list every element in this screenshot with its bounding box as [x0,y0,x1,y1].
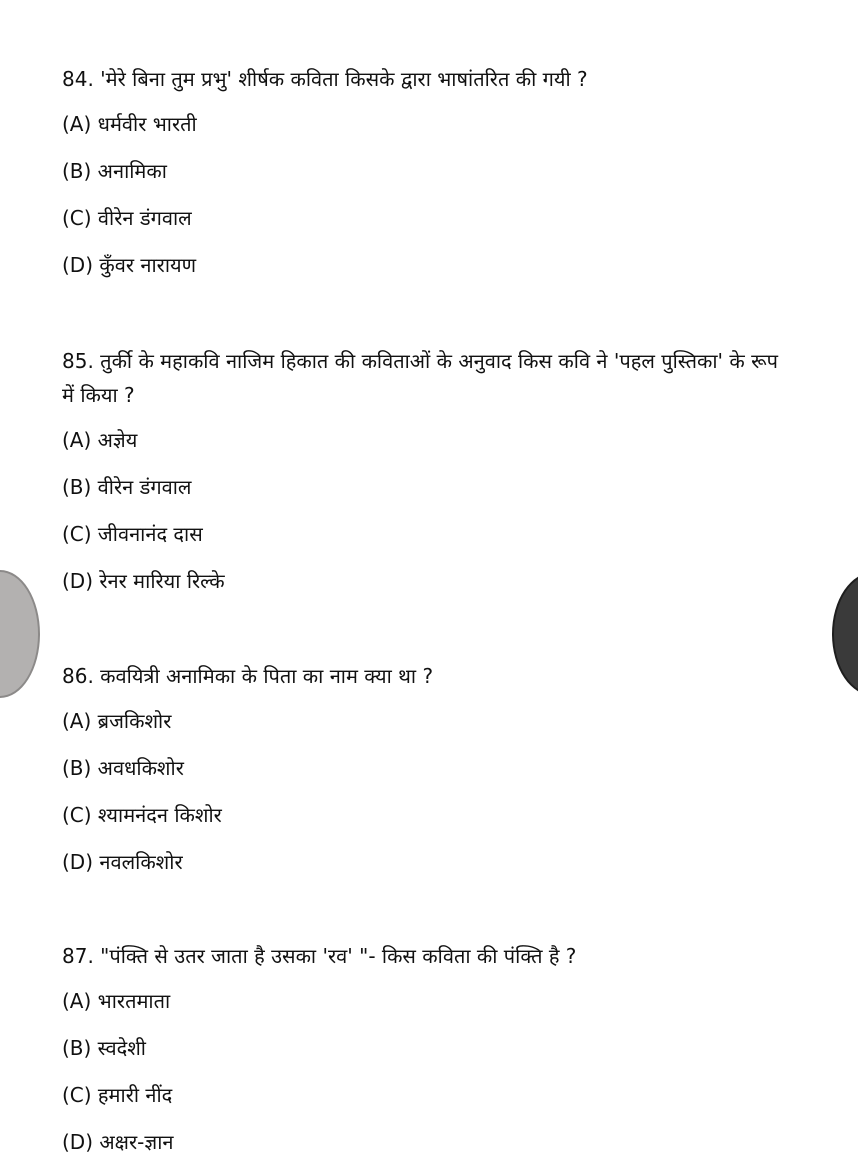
option-d: (D) रेनर मारिया रिल्के [62,569,225,593]
option-c: (C) वीरेन डंगवाल [62,206,192,230]
option-b: (B) अवधकिशोर [62,756,184,780]
option-c: (C) जीवनानंद दास [62,522,203,546]
previous-page-button[interactable] [0,570,40,698]
option-d: (D) नवलकिशोर [62,850,183,874]
option-c: (C) श्यामनंदन किशोर [62,803,222,827]
question-text: 87. "पंक्ति से उतर जाता है उसका 'रव' "- किस कविता की पंक्ति है ? [62,944,577,968]
question-87 [62,939,782,1171]
option-b: (B) अनामिका [62,159,167,183]
option-a: (A) ब्रजकिशोर [62,709,172,733]
option-d: (D) अक्षर-ज्ञान [62,1130,174,1154]
option-b: (B) वीरेन डंगवाल [62,475,192,499]
option-d: (D) कुँवर नारायण [62,253,197,277]
question-text: 86. कवयित्री अनामिका के पिता का नाम क्या था ? [62,664,434,688]
option-a: (A) भारतमाता [62,989,171,1013]
question-86 [62,659,782,891]
question-text: 84. 'मेरे बिना तुम प्रभु' शीर्षक कविता किसके द्वारा भाषांतरित की गयी ? [62,67,588,91]
question-84 [62,62,782,294]
option-a: (A) धर्मवीर भारती [62,112,197,136]
question-text: 85. तुर्की के महाकवि नाजिम हिकात की कविताओं के अनुवाद किस कवि ने 'पहल पुस्तिका' के रूप में किया ? [62,349,779,407]
question-85 [62,344,782,610]
option-c: (C) हमारी नींद [62,1083,173,1107]
next-page-button[interactable] [832,572,858,696]
option-b: (B) स्वदेशी [62,1036,146,1060]
option-a: (A) अज्ञेय [62,428,138,452]
